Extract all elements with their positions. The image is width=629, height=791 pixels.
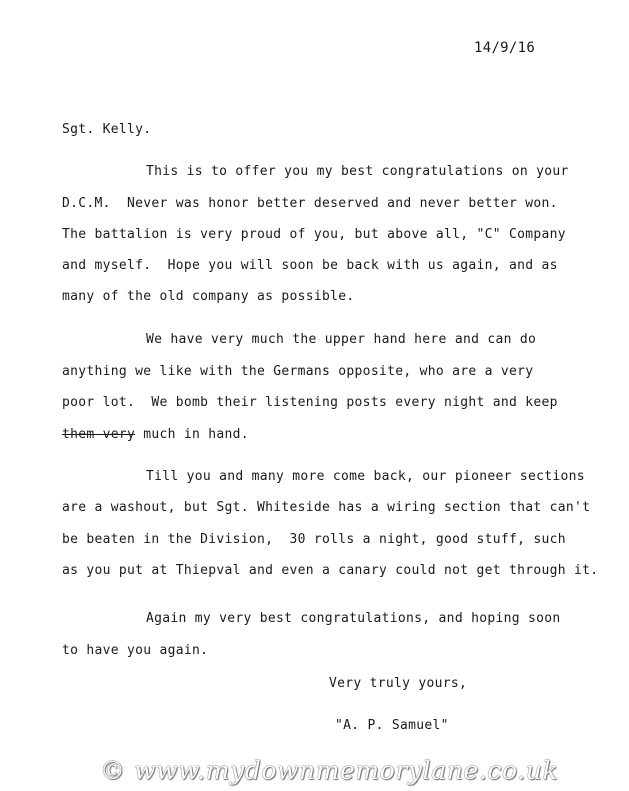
paragraph-4-line-1: Again my very best congratulations, and hoping soon [146,611,561,626]
paragraph-2-line-4-rest: much in hand. [135,427,249,442]
paragraph-3-line-3: be beaten in the Division, 30 rolls a night, good stuff, such [62,532,566,547]
paragraph-1-line-5: many of the old company as possible. [62,289,355,304]
paragraph-1-line-2: D.C.M. Never was honor better deserved and never better won. [62,196,558,211]
paragraph-3-line-2: are a washout, but Sgt. Whiteside has a wiring section that can't [62,500,591,515]
paragraph-2-line-2: anything we like with the Germans opposite, who are a very [62,364,534,379]
signature: "A. P. Samuel" [335,718,449,733]
paragraph-2-line-4 [62,427,249,443]
struck-through-text: them very [62,427,136,442]
paragraph-1-line-1: This is to offer you my best congratulations on your [146,164,569,179]
paragraph-1-line-3: The battalion is very proud of you, but above all, "C" Company [62,227,566,242]
salutation: Sgt. Kelly. [62,122,152,137]
closing: Very truly yours, [329,676,468,691]
letter-date: 14/9/16 [474,40,536,56]
paragraph-4-line-2: to have you again. [62,643,209,658]
paragraph-2-line-3: poor lot. We bomb their listening posts every night and keep [62,395,558,410]
copyright-watermark: © www.mydownmemorylane.co.uk [100,756,559,785]
paragraph-3-line-4: as you put at Thiepval and even a canary could not get through it. [62,563,599,578]
paragraph-3-line-1: Till you and many more come back, our pioneer sections [146,469,585,484]
paragraph-2-line-1: We have very much the upper hand here and can do [146,332,537,347]
paragraph-1-line-4: and myself. Hope you will soon be back with us again, and as [62,258,558,273]
